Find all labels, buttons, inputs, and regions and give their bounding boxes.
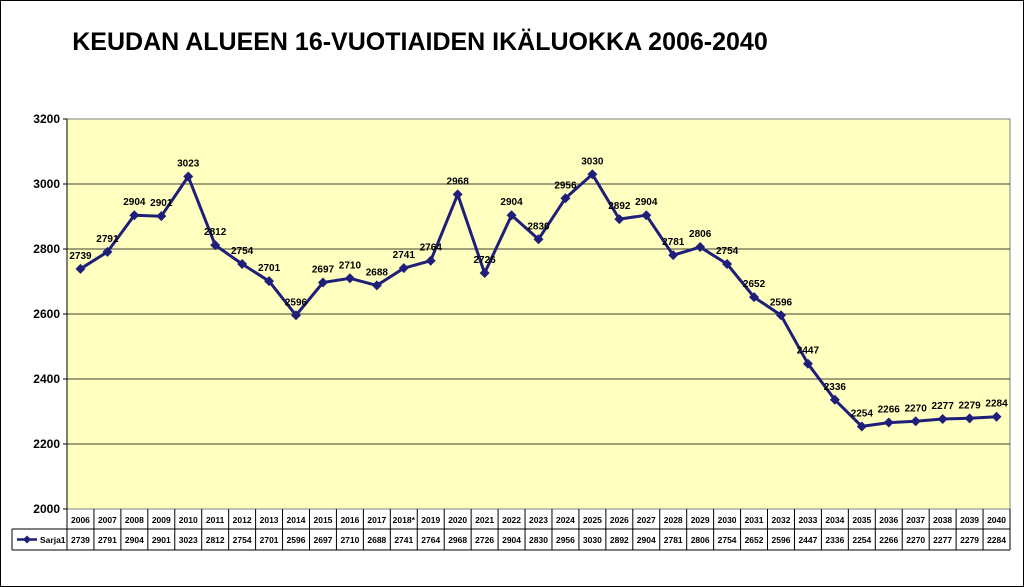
data-label: 2697 bbox=[311, 264, 335, 276]
x-tick-label: 2021 bbox=[475, 515, 495, 525]
data-label: 2806 bbox=[689, 229, 712, 241]
x-tick-label: 2026 bbox=[609, 515, 629, 525]
data-label: 2284 bbox=[985, 398, 1008, 410]
table-value: 2892 bbox=[609, 535, 629, 545]
legend-marker bbox=[23, 536, 31, 544]
y-tick-label: 2400 bbox=[33, 372, 60, 386]
table-value: 2904 bbox=[502, 535, 522, 545]
data-label: 2652 bbox=[742, 279, 766, 291]
x-tick-label: 2007 bbox=[97, 515, 117, 525]
data-label: 2968 bbox=[446, 176, 469, 188]
data-label: 2447 bbox=[796, 345, 820, 357]
x-tick-label: 2031 bbox=[744, 515, 764, 525]
x-tick-label: 2019 bbox=[421, 515, 441, 525]
data-label: 2277 bbox=[931, 400, 954, 412]
data-label: 2279 bbox=[958, 400, 981, 412]
data-label: 2739 bbox=[69, 250, 92, 262]
legend-label: Sarja1 bbox=[40, 535, 66, 545]
y-tick-label: 2000 bbox=[33, 502, 60, 516]
data-label: 2764 bbox=[419, 242, 442, 254]
data-label: 2741 bbox=[392, 250, 415, 262]
data-label: 2336 bbox=[823, 381, 846, 393]
table-value: 2277 bbox=[933, 535, 953, 545]
x-tick-label: 2029 bbox=[690, 515, 710, 525]
table-value: 2754 bbox=[232, 535, 252, 545]
table-value: 2710 bbox=[340, 535, 360, 545]
data-label: 2701 bbox=[257, 263, 281, 275]
x-tick-label: 2011 bbox=[205, 515, 225, 525]
data-label: 2754 bbox=[715, 245, 739, 257]
table-value: 2254 bbox=[852, 535, 872, 545]
table-value: 2697 bbox=[313, 535, 333, 545]
data-label: 2710 bbox=[338, 260, 362, 272]
data-label: 2791 bbox=[96, 233, 119, 245]
x-tick-label: 2024 bbox=[555, 515, 575, 525]
table-value: 2284 bbox=[987, 535, 1006, 545]
data-label: 2892 bbox=[608, 201, 631, 213]
x-tick-label: 2018* bbox=[392, 515, 415, 525]
x-tick-label: 2023 bbox=[529, 515, 548, 525]
table-value: 2806 bbox=[690, 535, 710, 545]
x-tick-label: 2015 bbox=[313, 515, 333, 525]
data-label: 2688 bbox=[365, 267, 388, 279]
table-value: 2754 bbox=[717, 535, 737, 545]
table-value: 2791 bbox=[97, 535, 117, 545]
table-value: 2270 bbox=[906, 535, 926, 545]
table-value: 2830 bbox=[529, 535, 548, 545]
x-tick-label: 2040 bbox=[987, 515, 1006, 525]
table-value: 2447 bbox=[798, 535, 818, 545]
table-value: 2596 bbox=[286, 535, 306, 545]
table-value: 2266 bbox=[879, 535, 899, 545]
table-value: 2726 bbox=[475, 535, 495, 545]
table-value: 2279 bbox=[960, 535, 980, 545]
table-value: 2956 bbox=[555, 535, 575, 545]
y-tick-label: 2800 bbox=[33, 242, 60, 256]
table-value: 2701 bbox=[259, 535, 279, 545]
x-tick-label: 2006 bbox=[71, 515, 90, 525]
data-label: 2754 bbox=[231, 245, 254, 257]
x-tick-label: 2016 bbox=[340, 515, 360, 525]
table-value: 2904 bbox=[636, 535, 656, 545]
table-value: 2781 bbox=[663, 535, 683, 545]
data-label: 2901 bbox=[150, 198, 173, 210]
table-value: 3023 bbox=[178, 535, 198, 545]
data-label: 3030 bbox=[581, 156, 604, 168]
chart-title: KEUDAN ALUEEN 16-VUOTIAIDEN IKÄLUOKKA 2006-2040 bbox=[72, 28, 768, 56]
data-label: 2266 bbox=[877, 404, 900, 416]
x-tick-label: 2035 bbox=[852, 515, 872, 525]
x-tick-label: 2027 bbox=[636, 515, 656, 525]
data-label: 3023 bbox=[177, 158, 200, 170]
data-label: 2270 bbox=[904, 403, 927, 415]
x-tick-label: 2034 bbox=[825, 515, 845, 525]
table-value: 2741 bbox=[394, 535, 414, 545]
data-label: 2596 bbox=[769, 297, 793, 309]
y-tick-label: 3000 bbox=[33, 177, 60, 191]
x-tick-label: 2022 bbox=[502, 515, 522, 525]
x-tick-label: 2028 bbox=[663, 515, 683, 525]
x-tick-label: 2033 bbox=[798, 515, 818, 525]
x-tick-label: 2036 bbox=[879, 515, 899, 525]
data-label: 2904 bbox=[500, 197, 523, 209]
x-tick-label: 2030 bbox=[717, 515, 737, 525]
x-tick-label: 2025 bbox=[582, 515, 602, 525]
data-label: 2904 bbox=[123, 197, 146, 209]
x-tick-label: 2012 bbox=[232, 515, 252, 525]
table-value: 2652 bbox=[744, 535, 764, 545]
table-value: 2968 bbox=[448, 535, 468, 545]
x-tick-label: 2014 bbox=[286, 515, 306, 525]
table-value: 2688 bbox=[367, 535, 387, 545]
table-value: 2739 bbox=[71, 535, 90, 545]
table-value: 2904 bbox=[124, 535, 144, 545]
x-tick-label: 2009 bbox=[151, 515, 171, 525]
table-value: 3030 bbox=[582, 535, 602, 545]
x-tick-label: 2010 bbox=[178, 515, 198, 525]
data-label: 2781 bbox=[662, 237, 685, 249]
x-tick-label: 2038 bbox=[933, 515, 953, 525]
table-value: 2336 bbox=[825, 535, 845, 545]
data-label: 2904 bbox=[635, 197, 658, 209]
x-tick-label: 2037 bbox=[906, 515, 926, 525]
data-label: 2830 bbox=[527, 221, 550, 233]
y-tick-label: 3200 bbox=[33, 112, 60, 126]
table-value: 2764 bbox=[421, 535, 441, 545]
x-tick-label: 2017 bbox=[367, 515, 387, 525]
y-tick-label: 2600 bbox=[33, 307, 60, 321]
x-tick-label: 2039 bbox=[960, 515, 980, 525]
data-label: 2596 bbox=[284, 297, 308, 309]
x-tick-label: 2032 bbox=[771, 515, 791, 525]
data-label: 2812 bbox=[204, 227, 227, 239]
data-label: 2956 bbox=[554, 180, 577, 192]
x-tick-label: 2020 bbox=[448, 515, 468, 525]
x-tick-label: 2013 bbox=[259, 515, 279, 525]
table-value: 2901 bbox=[151, 535, 171, 545]
y-tick-label: 2200 bbox=[33, 437, 60, 451]
table-value: 2812 bbox=[205, 535, 225, 545]
x-tick-label: 2008 bbox=[124, 515, 144, 525]
data-label: 2254 bbox=[850, 408, 873, 420]
table-value: 2596 bbox=[771, 535, 791, 545]
data-label: 2726 bbox=[473, 255, 496, 267]
